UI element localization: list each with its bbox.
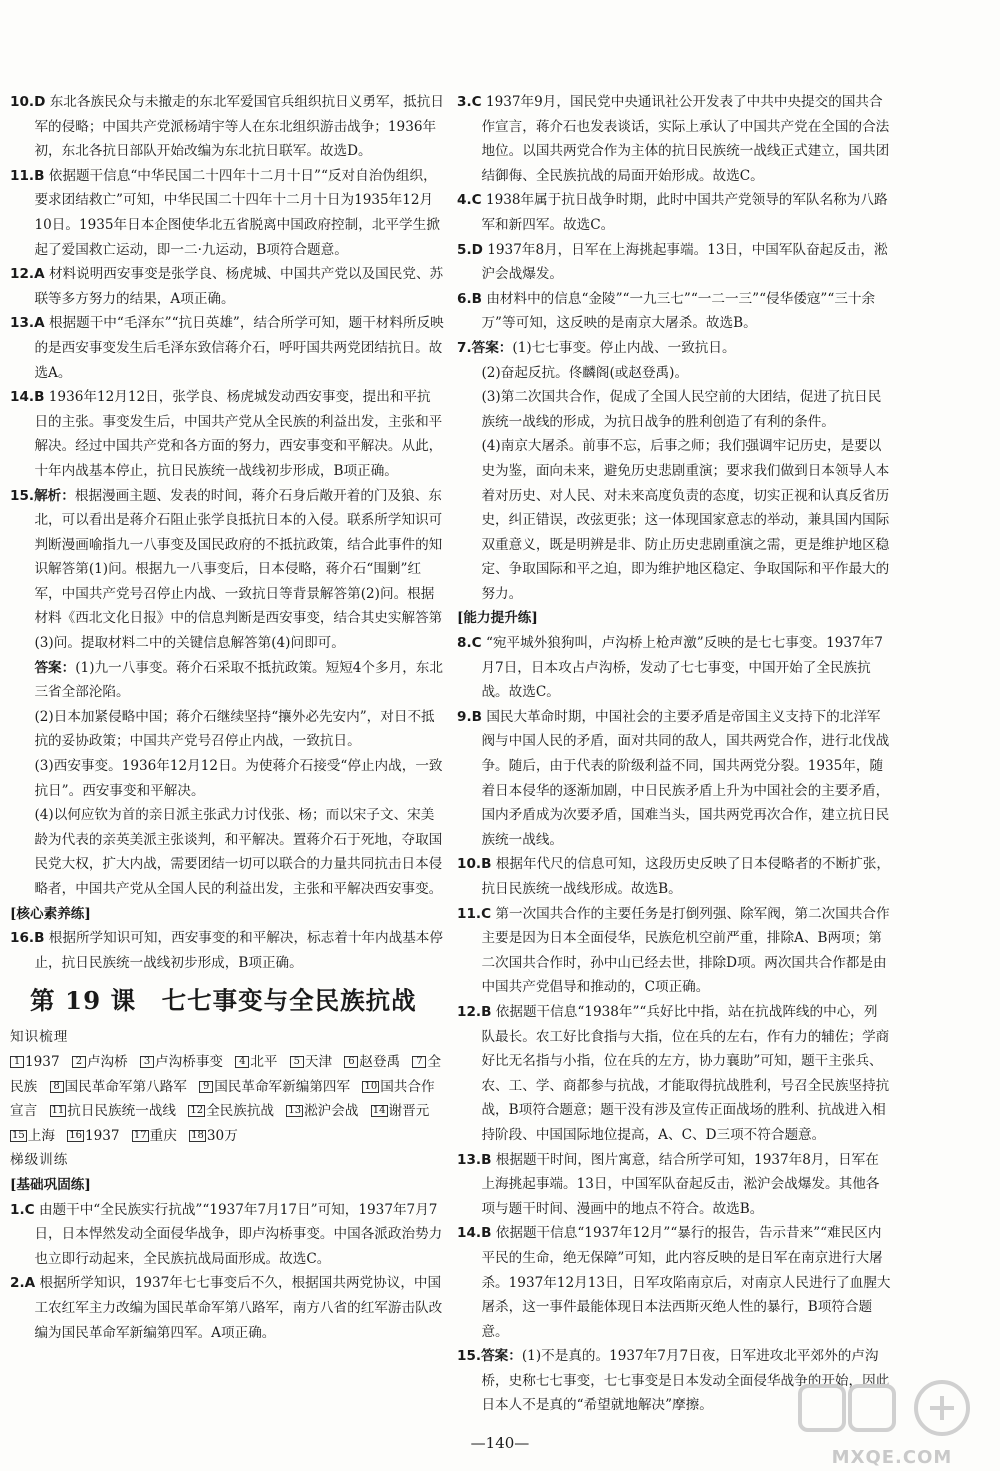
answer-item-10: 10.D 东北各族民众与未撤走的东北军爱国官兵组织抗日义勇军，抵抗日军的侵略；中国共产党派杨靖宇等人在东北组织游击战争；1936年初，东北各抗日部队开始改编为东北抗日联军。故选D。 bbox=[10, 94, 444, 160]
answer-item-r3: 3.C 1937年9月，国民党中央通讯社公开发表了中共中央提交的国共合作宣言，蒋介石也发表谈话，实际上承认了中国共产党在全国的合法地位。以国共两党合作为主体的抗日民族统一战线正式建立，国共团结御侮、全民族抗战的局面开始形成。故选C。 bbox=[457, 94, 890, 184]
knowledge-term: 国民革命军新编第四军 bbox=[214, 1078, 351, 1095]
knowledge-term: 抗日民族统一战线 bbox=[67, 1103, 176, 1120]
knowledge-number-box: 13 bbox=[288, 1105, 302, 1117]
knowledge-term: 1937 bbox=[84, 1127, 120, 1144]
knowledge-number-box: 8 bbox=[50, 1081, 64, 1093]
knowledge-number-box: 1 bbox=[10, 1056, 24, 1068]
knowledge-number-box: 9 bbox=[199, 1081, 213, 1093]
section-tag-ability: [能力提升练] bbox=[457, 610, 538, 627]
answer-7-part-4: (4)南京大屠杀。前事不忘，后事之师；我们强调牢记历史，是要以史为鉴，面向未来，避免历史悲剧重演；要求我们做到日本领导人本着对历史、对人民、对未来高度负责的态度，切实正视和认真反省历史，纠正错误，改弦更张；这一体现国家意志的举动，兼具国内国际双重意义，既是明辨是非、防止历史悲剧重演之需，更是维护地区稳定、争取国际和平之迫，即为维护地区稳定、争取国际和平作最大的努力。 bbox=[481, 438, 890, 602]
knowledge-entry bbox=[50, 1079, 187, 1095]
knowledge-entry bbox=[290, 1054, 332, 1070]
answer-item-15: 15.解析：根据漫画主题、发表的时间，蒋介石身后敞开着的门及狼、东北，可以看出是蒋介石阻止张学良抵抗日本的入侵。联系所学知识可判断漫画喻指九一八事变及国民政府的不抵抗政策，结合此事件的知识解答第(1)问。根据九一八事变后，日本侵略，蒋介石“围剿”红军，中国共产党号召停止内战、一致抗日等背景解答第(2)问。根据材料《西北文化日报》中的信息判断是西安事变，结合其史实解答第(3)问。提取材料二中的关键信息解答第(4)问即可。 bbox=[10, 487, 443, 652]
knowledge-entry bbox=[199, 1079, 350, 1095]
knowledge-entry bbox=[286, 1103, 358, 1119]
knowledge-entry bbox=[371, 1103, 430, 1119]
knowledge-number-box: 6 bbox=[344, 1056, 358, 1068]
knowledge-heading: 知识梳理 bbox=[10, 1029, 69, 1046]
knowledge-term: 赵登禹 bbox=[359, 1053, 401, 1070]
knowledge-term: 淞沪会战 bbox=[304, 1103, 359, 1120]
knowledge-term: 谢晋元 bbox=[388, 1103, 430, 1120]
knowledge-number-box: 7 bbox=[412, 1056, 426, 1068]
page-number: —140— bbox=[470, 1434, 530, 1452]
answer-item-b2: 2.A 根据所学知识，1937年七七事变后不久，根据国共两党协议，中国工农红军主力改编为国民革命军第八路军，南方八省的红军游击队改编为国民革命军新编第四军。A项正确。 bbox=[10, 1275, 443, 1341]
answer-15-part-1: 答案：(1)九一八事变。蒋介石采取不抵抗政策。短短4个多月，东北三省全部沦陷。 bbox=[34, 659, 443, 701]
knowledge-entry bbox=[50, 1103, 176, 1119]
answer-item-14: 14.B 1936年12月12日，张学良、杨虎城发动西安事变，提出和平抗日的主张。事变发生后，中国共产党从全民族的利益出发，主张和平解决。经过中国共产党和各方面的努力，西安事变和平解决。从此，十年内战基本停止，抗日民族统一战线初步形成，B项正确。 bbox=[10, 389, 443, 479]
left-column bbox=[10, 90, 444, 1345]
knowledge-entry bbox=[344, 1054, 400, 1070]
answer-15-part-3: (3)西安事变。1936年12月12日。为使蒋介石接受“停止内战，一致抗日”。西安事变和平解决。 bbox=[34, 758, 443, 799]
section-tag-basic: [基础巩固练] bbox=[10, 1176, 91, 1193]
knowledge-number-box: 14 bbox=[372, 1105, 386, 1117]
watermark-emblem-icon bbox=[792, 1376, 992, 1446]
knowledge-term: 天津 bbox=[304, 1053, 333, 1070]
answer-item-r8: 8.C “宛平城外狼狗叫，卢沟桥上枪声激”反映的是七七事变。1937年7月7日，日本攻占卢沟桥，发动了七七事变，中国开始了全民族抗战。故选C。 bbox=[457, 635, 883, 701]
knowledge-entry bbox=[188, 1103, 274, 1119]
knowledge-term: 上海 bbox=[27, 1127, 55, 1144]
answer-item-r13: 13.B 根据题干时间，图片寓意，结合所学可知，1937年8月，日军在上海挑起事端。13日，中国军队奋起反击，淞沪会战爆发。其他各项与题干时间、漫画中的地点不符合。故选B。 bbox=[457, 1151, 880, 1217]
knowledge-entry bbox=[140, 1054, 223, 1070]
answer-item-r14: 14.B 依据题干信息“1937年12月”“暴行的报告，告示昔来”“难民区内平民的生命，绝无保障”可知，此内容反映的是日军在南京进行大屠杀。1937年12月13日，日军攻陷南京后，对南京人民进行了血腥大屠杀，这一事件最能体现日本法西斯灭绝人性的暴行，B项符合题意。 bbox=[457, 1225, 891, 1340]
knowledge-number-box: 12 bbox=[190, 1105, 204, 1117]
knowledge-number-box: 5 bbox=[290, 1056, 304, 1068]
knowledge-term: 国共合作宣言 bbox=[10, 1078, 435, 1120]
answer-item-r9: 9.B 国民大革命时期，中国社会的主要矛盾是帝国主义支持下的北洋军阀与中国人民的矛盾，面对共同的敌人，国共两党合作，进行北伐战争。随后，由于代表的阶级利益不同，国共两党分裂。1935年，随着日本侵华的逐渐加剧，中日民族矛盾上升为中国社会的主要矛盾，国内矛盾成为次要矛盾，国难当头，国共两党再次合作，建立抗日民族统一战线。 bbox=[457, 708, 890, 848]
knowledge-number-box: 11 bbox=[51, 1105, 65, 1117]
answer-7-part-3: (3)第二次国共合作，促成了全国人民空前的大团结，促进了抗日民族统一战线的形成，为抗日战争的胜利创造了有利的条件。 bbox=[481, 389, 882, 430]
answer-item-r10: 10.B 根据年代尺的信息可知，这段历史反映了日本侵略者的不断扩张，抗日民族统一战线形成。故选B。 bbox=[457, 856, 890, 897]
answer-item-r15: 15.答案：(1)不是真的。1937年7月7日夜，日军进攻北平郊外的卢沟桥，史称七七事变，七七事变是日本发动全面侵华战争的开始，因此日本人不是真的“希望就地解决”摩擦。 bbox=[457, 1348, 890, 1414]
knowledge-term: 全民族 bbox=[10, 1053, 442, 1095]
knowledge-term: 卢沟桥事变 bbox=[155, 1053, 224, 1070]
knowledge-number-box: 3 bbox=[140, 1056, 154, 1068]
knowledge-entry bbox=[235, 1054, 277, 1070]
knowledge-term: 30万 bbox=[206, 1127, 238, 1144]
knowledge-term: 北平 bbox=[250, 1053, 278, 1070]
answer-item-r11: 11.C 第一次国共合作的主要任务是打倒列强、除军阀，第二次国共合作主要是因为日本全面侵华，民族危机空前严重，排除A、B两项；第二次国共合作时，孙中山已经去世，排除D项。两次国共合作都是由中国共产党倡导和推动的，C项正确。 bbox=[457, 905, 890, 996]
knowledge-list bbox=[10, 1050, 444, 1148]
knowledge-number-box: 4 bbox=[235, 1056, 249, 1068]
knowledge-number-box: 15 bbox=[12, 1129, 25, 1141]
answer-item-r6: 6.B 由材料中的信息“金陵”“一九三七”“一二一三”“侵华倭寇”“三十余万”等可知，这反映的是南京大屠杀。故选B。 bbox=[457, 290, 876, 332]
answer-7-part-2: (2)奋起反抗。佟麟阁(或赵登禹)。 bbox=[481, 364, 689, 381]
knowledge-entry bbox=[10, 1128, 55, 1144]
answer-15-part-4: (4)以何应钦为首的亲日派主张武力讨伐张、杨；而以宋子文、宋美龄为代表的亲英美派主张谈判，和平解决。置蒋介石于死地，夺取国民党大权，扩大内战，需要团结一切可以联合的力量共同抗击日本侵略者，中国共产党从全国人民的利益出发，主张和平解决西安事变。 bbox=[34, 807, 443, 897]
answer-item-r4: 4.C 1938年属于抗日战争时期，此时中国共产党领导的军队名称为八路军和新四军。故选C。 bbox=[457, 192, 888, 233]
answer-item-16: 16.B 根据所学知识可知，西安事变的和平解决，标志着十年内战基本停止，抗日民族统一战线初步形成，B项正确。 bbox=[10, 930, 443, 971]
answer-item-11: 11.B 依据题干信息“中华民国二十四年十二月十日”“反对自治伪组织，要求团结救亡”可知，中华民国二十四年十二月十日为1935年12月10日。1935年日本企图使华北五省脱离中国政府控制，北平学生掀起了爱国救亡运动，即一二·九运动，B项符合题意。 bbox=[10, 167, 440, 258]
watermark-logo bbox=[792, 1376, 992, 1468]
answer-item-b1: 1.C 由题干中“全民族实行抗战”“1937年7月17日”可知，1937年7月7日，日本悍然发动全面侵华战争，即卢沟桥事变。中国各派政治势力也立即行动起来，全民族抗战局面形成。故选C。 bbox=[10, 1201, 443, 1267]
knowledge-number-box: 18 bbox=[191, 1129, 204, 1141]
knowledge-number-box: 2 bbox=[72, 1056, 86, 1068]
knowledge-term: 重庆 bbox=[149, 1127, 177, 1144]
answer-item-r5: 5.D 1937年8月，日军在上海挑起事端。13日，中国军队奋起反击，淞沪会战爆发。 bbox=[457, 241, 888, 283]
answer-item-r7: 7.答案：(1)七七事变。停止内战、一致抗日。 bbox=[457, 339, 736, 356]
knowledge-entry bbox=[10, 1054, 60, 1070]
knowledge-number-box: 16 bbox=[69, 1129, 82, 1141]
watermark-site: MXQE.COM bbox=[831, 1447, 953, 1468]
knowledge-entry bbox=[189, 1128, 238, 1144]
knowledge-term: 卢沟桥 bbox=[86, 1053, 128, 1070]
right-column bbox=[457, 90, 891, 1418]
knowledge-term: 全民族抗战 bbox=[206, 1103, 275, 1120]
knowledge-term: 国民革命军第八路军 bbox=[64, 1078, 187, 1095]
knowledge-number-box: 17 bbox=[133, 1129, 147, 1141]
knowledge-entry bbox=[67, 1128, 119, 1144]
knowledge-entry bbox=[72, 1054, 128, 1070]
answer-item-13: 13.A 根据题干中“毛泽东”“抗日英雄”，结合所学可知，题干材料所反映的是西安事变发生后毛泽东致信蒋介石，呼吁国共两党团结抗日。故选A。 bbox=[10, 315, 444, 381]
training-heading: 梯级训练 bbox=[10, 1152, 69, 1169]
knowledge-number-box: 10 bbox=[364, 1080, 378, 1092]
lesson-title: 第 19 课 七七事变与全民族抗战 bbox=[30, 986, 417, 1016]
knowledge-entry bbox=[132, 1128, 177, 1144]
answer-item-r12: 12.B 依据题干信息“1938年”“兵好比中指，站在抗战阵线的中心，列队最长。农工好比食指与大指，位在兵的左右，作有力的辅佐；学商好比无名指与小指，位在兵的左方，协力襄助”可知，题干主张兵、农、工、学、商都参与抗战，才能取得抗战胜利，号召全民族坚持抗战，B项符合题意；题干没有涉及宣传正面战场的胜利、抗战进入相持阶段、中国国际地位提高，A、C、D三项不符合题意。 bbox=[457, 1003, 890, 1143]
section-tag-core: [核心素养练] bbox=[10, 905, 91, 922]
answer-item-12: 12.A 材料说明西安事变是张学良、杨虎城、中国共产党以及国民党、苏联等多方努力的结果，A项正确。 bbox=[10, 266, 444, 307]
answer-15-part-2: (2)日本加紧侵略中国；蒋介石继续坚持“攘外必先安内”，对日不抵抗的妥协政策；中国共产党号召停止内战，一致抗日。 bbox=[34, 708, 435, 750]
knowledge-term: 1937 bbox=[25, 1053, 60, 1070]
